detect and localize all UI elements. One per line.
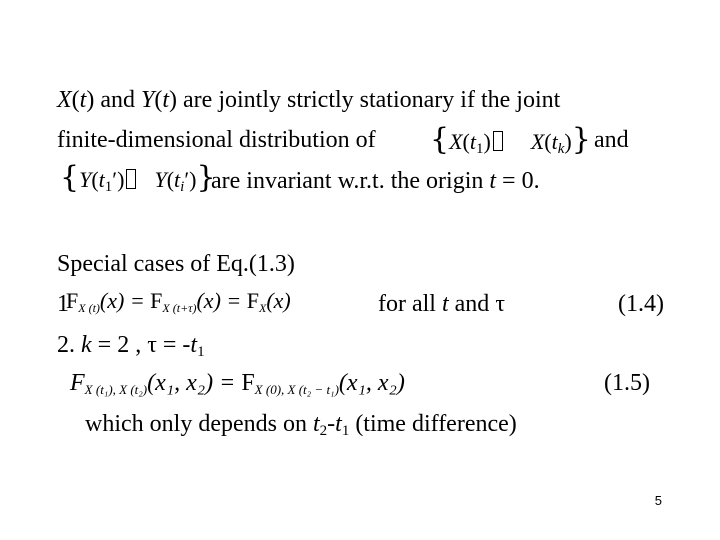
missing-glyph-box: [493, 131, 503, 151]
text-rest: ) are jointly strictly stationary if the joint: [169, 87, 561, 113]
text-finite: finite-dimensional distribution of: [57, 127, 376, 153]
var-y: Y: [141, 87, 155, 113]
missing-glyph-box: [126, 169, 136, 189]
var-t: t: [79, 87, 87, 113]
time-difference-note: which only depends on $t_2-t_1$ (time difference): [85, 411, 517, 439]
eq-number-1-4: (1.4): [618, 291, 664, 317]
case1-condition: for all t and τ: [378, 291, 505, 317]
case1-number: 1: [57, 291, 69, 317]
para1-line2: [57, 126, 376, 154]
para1-line1: X(t) and Y(t) are jointly strictly stationary if the joint: [57, 87, 561, 113]
special-cases-heading: Special cases of Eq.(1.3): [57, 251, 295, 277]
text-and-2: and: [594, 127, 629, 153]
case2-formula: $F_{X (t_1), X (t_2)}(x_1$, $x_2) = F_{X (0), X (t_2 - t_1)}(x_1$, x₂): [70, 370, 405, 397]
var-t: t: [162, 87, 170, 113]
x-set-formula: {$X(t_1)$ $X(t_k)$}: [430, 122, 591, 157]
y-set-formula: {$Y(t_1')$ $Y(t_i')$}: [60, 160, 216, 195]
eq-number-1-5: (1.5): [604, 370, 650, 396]
para1-line3: are invariant w.r.t. the origin t = 0.: [211, 168, 540, 194]
var-x: X: [57, 87, 72, 113]
case2-heading: 2. k = 2 , $\tau = -t_1$: [57, 332, 205, 360]
text-and: ) and: [86, 87, 141, 113]
case1-formula: $F_{X (t)}(x) = F_{X (t+\tau)}(x) = F_X(x)$: [66, 288, 291, 315]
page-number: 5: [654, 493, 662, 508]
